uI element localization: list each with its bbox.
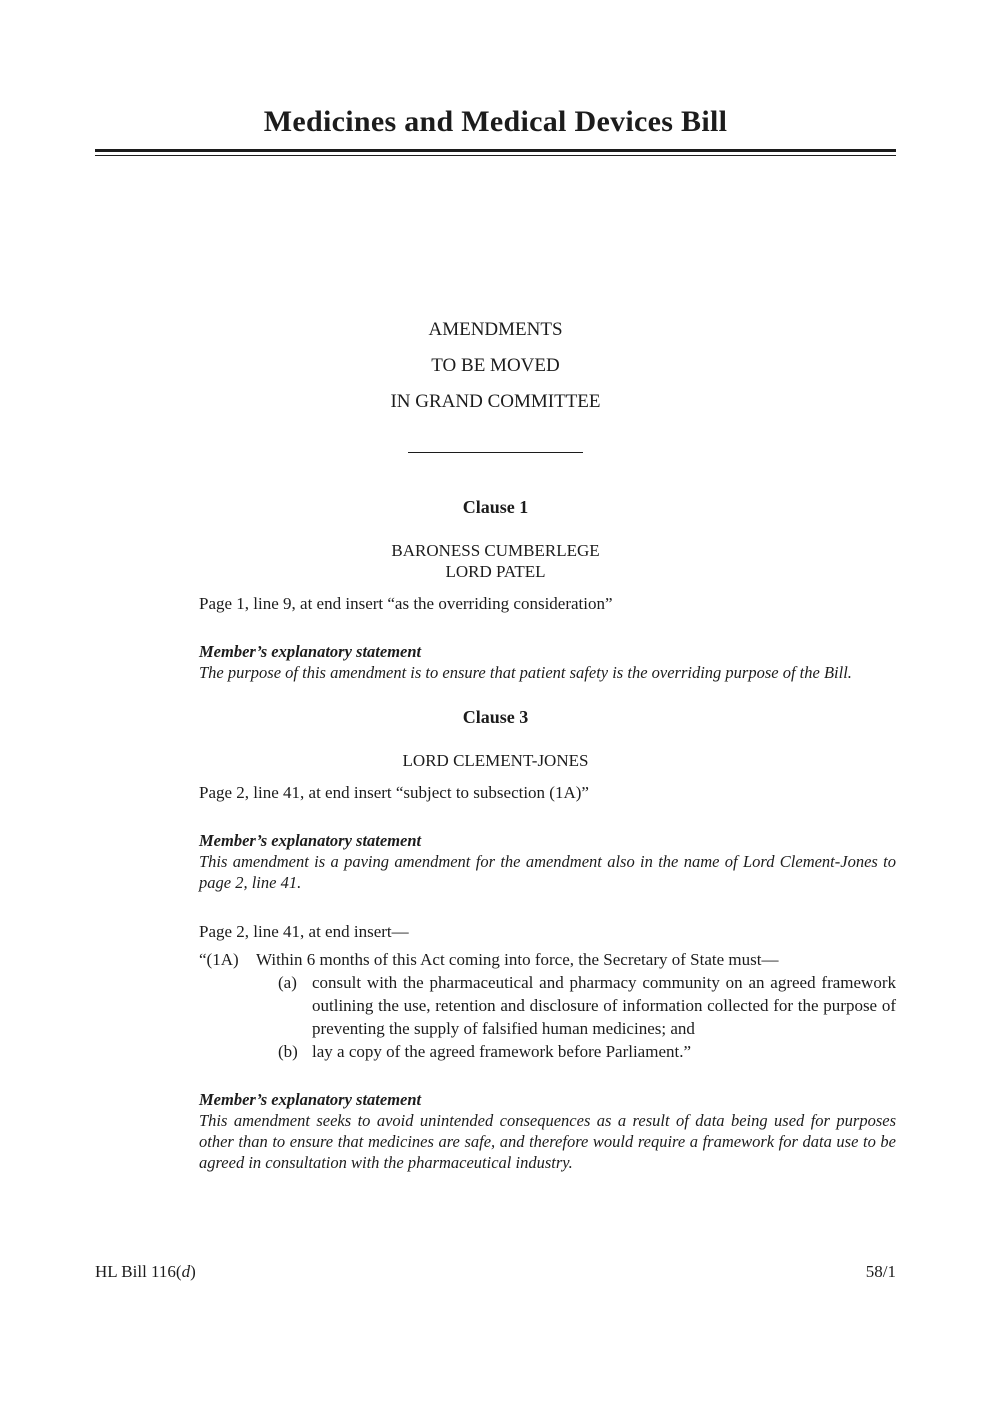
title-rule [95,149,896,156]
clause-1-section [95,497,896,683]
subsection-item-a [278,971,896,1040]
subsection-number: “(1A) [199,950,239,969]
document-header [95,105,896,156]
preamble [95,312,896,420]
subsection-1A [199,948,896,971]
explanatory-text: This amendment seeks to avoid unintended consequences as a result of data being used for purposes other than to ensure that medicines are safe, and therefore would require a framework for data use to be agreed in consultation with the pharmaceutical industry. [199,1111,896,1172]
explanatory-statement [199,1089,896,1173]
item-text: lay a copy of the agreed framework before Parliament.” [312,1042,692,1061]
explanatory-label: Member’s explanatory statement [199,642,422,661]
amendment-text: Page 1, line 9, at end insert “as the overriding consideration” [199,594,613,613]
clause-3-heading: Clause 3 [462,707,529,727]
clause-3-sponsors [95,750,896,771]
subsection-text: Within 6 months of this Act coming into force, the Secretary of State must— [256,950,779,969]
amendment-text: Page 2, line 41, at end insert “subject to subsection (1A)” [199,783,589,802]
preamble-line-amendments: AMENDMENTS [428,319,563,340]
clause-1-sponsors [95,540,896,582]
amendment-intro: Page 2, line 41, at end insert— [199,922,409,941]
preamble-line-to-be-moved: TO BE MOVED [431,355,560,376]
divider-rule [408,452,583,453]
page-footer [95,1262,896,1282]
footer-bill-suffix: ) [190,1262,196,1281]
item-label: (a) [278,973,297,992]
clause-1-body [199,593,896,683]
item-label: (b) [278,1042,298,1061]
explanatory-label: Member’s explanatory statement [199,1090,422,1109]
clause-3-body [199,782,896,1173]
footer-bill-prefix: HL Bill 116( [95,1262,182,1281]
footer-page-ref: 58/1 [865,1262,896,1281]
explanatory-text: The purpose of this amendment is to ensure that patient safety is the overriding purpose of the Bill. [199,663,852,682]
sponsor-name: LORD CLEMENT-JONES [402,751,589,770]
explanatory-label: Member’s explanatory statement [199,831,422,850]
footer-bill-number [95,1262,196,1282]
explanatory-statement [199,641,896,683]
sponsor-name: LORD PATEL [445,562,546,581]
sponsor-name: BARONESS CUMBERLEGE [391,541,600,560]
subsection-item-b [278,1040,896,1063]
explanatory-statement [199,830,896,893]
clause-1-heading: Clause 1 [462,497,529,517]
explanatory-text: This amendment is a paving amendment for the amendment also in the name of Lord Clement-Jones to page 2, line 41. [199,852,896,892]
clause-3-section [95,707,896,1173]
item-text: consult with the pharmaceutical and pharmacy community on an agreed framework outlining the use, retention and disclosure of information collected for the purpose of preventing the supply of falsified human medicines; and [312,973,896,1038]
footer-bill-italic: d [181,1262,191,1281]
preamble-line-committee: IN GRAND COMMITTEE [390,391,601,412]
bill-title: Medicines and Medical Devices Bill [263,105,728,138]
